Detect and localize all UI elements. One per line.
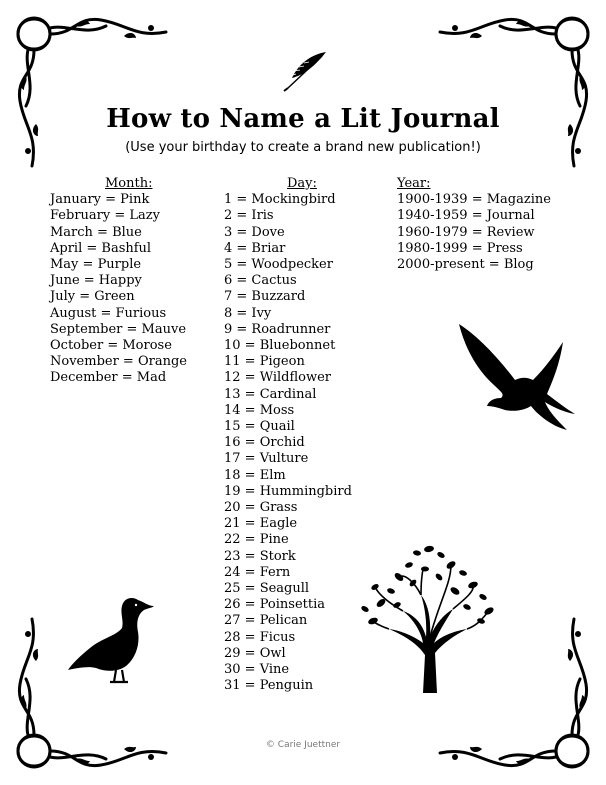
day-item: 12 = Wildflower <box>224 370 332 386</box>
day-item: 24 = Fern <box>224 564 291 580</box>
day-item: 10 = Bluebonnet <box>224 338 336 354</box>
day-item: 4 = Briar <box>224 240 286 256</box>
day-item: 7 = Buzzard <box>224 289 306 305</box>
month-item: March = Blue <box>50 224 142 240</box>
day-item: 25 = Seagull <box>224 581 310 597</box>
month-list <box>50 192 187 386</box>
day-item: 6 = Cactus <box>224 273 297 289</box>
day-item: 21 = Eagle <box>224 516 298 532</box>
year-item: 1900-1939 = Magazine <box>397 192 551 208</box>
month-item: August = Furious <box>50 305 167 321</box>
day-item: 13 = Cardinal <box>224 386 317 402</box>
year-item: 2000-present = Blog <box>397 257 534 273</box>
tree-icon <box>355 543 500 693</box>
page-title: How to Name a Lit Journal <box>106 104 500 134</box>
month-column <box>50 176 187 387</box>
feather-quill-icon <box>282 50 328 92</box>
day-column <box>224 176 352 695</box>
month-item: December = Mad <box>50 370 167 386</box>
day-item: 16 = Orchid <box>224 435 305 451</box>
month-heading: Month: <box>105 176 153 191</box>
month-item: November = Orange <box>50 354 187 370</box>
day-item: 17 = Vulture <box>224 451 309 467</box>
day-item: 26 = Poinsettia <box>224 597 325 613</box>
day-list <box>224 192 352 694</box>
day-item: 29 = Owl <box>224 645 286 661</box>
year-item: 1960-1979 = Review <box>397 224 535 240</box>
day-item: 8 = Ivy <box>224 305 272 321</box>
day-item: 28 = Ficus <box>224 629 296 645</box>
month-item: February = Lazy <box>50 208 160 224</box>
day-heading: Day: <box>287 176 317 191</box>
month-item: September = Mauve <box>50 321 187 337</box>
day-item: 2 = Iris <box>224 208 274 224</box>
month-item: January = Pink <box>50 192 150 208</box>
month-item: July = Green <box>50 289 135 305</box>
year-item: 1940-1959 = Journal <box>397 208 535 224</box>
day-item: 31 = Penguin <box>224 678 314 694</box>
day-item: 14 = Moss <box>224 402 295 418</box>
day-item: 18 = Elm <box>224 467 286 483</box>
day-item: 5 = Woodpecker <box>224 257 333 273</box>
day-item: 19 = Hummingbird <box>224 483 352 499</box>
day-item: 1 = Mockingbird <box>224 192 336 208</box>
month-item: June = Happy <box>50 273 142 289</box>
day-item: 3 = Dove <box>224 224 285 240</box>
month-item: April = Bashful <box>50 240 152 256</box>
month-item: May = Purple <box>50 257 142 273</box>
flying-bird-icon <box>455 318 577 438</box>
year-column <box>397 176 551 273</box>
year-heading: Year: <box>397 176 431 191</box>
day-item: 20 = Grass <box>224 500 298 516</box>
year-list <box>397 192 551 273</box>
month-item: October = Morose <box>50 338 172 354</box>
day-item: 30 = Vine <box>224 662 290 678</box>
day-item: 27 = Pelican <box>224 613 308 629</box>
day-item: 22 = Pine <box>224 532 289 548</box>
day-item: 11 = Pigeon <box>224 354 305 370</box>
day-item: 9 = Roadrunner <box>224 321 331 337</box>
day-item: 23 = Stork <box>224 548 296 564</box>
pigeon-icon <box>66 590 154 686</box>
year-item: 1980-1999 = Press <box>397 240 523 256</box>
page-subtitle: (Use your birthday to create a brand new publication!) <box>125 140 481 155</box>
day-item: 15 = Quail <box>224 419 295 435</box>
copyright-notice: © Carie Juettner <box>265 740 341 750</box>
